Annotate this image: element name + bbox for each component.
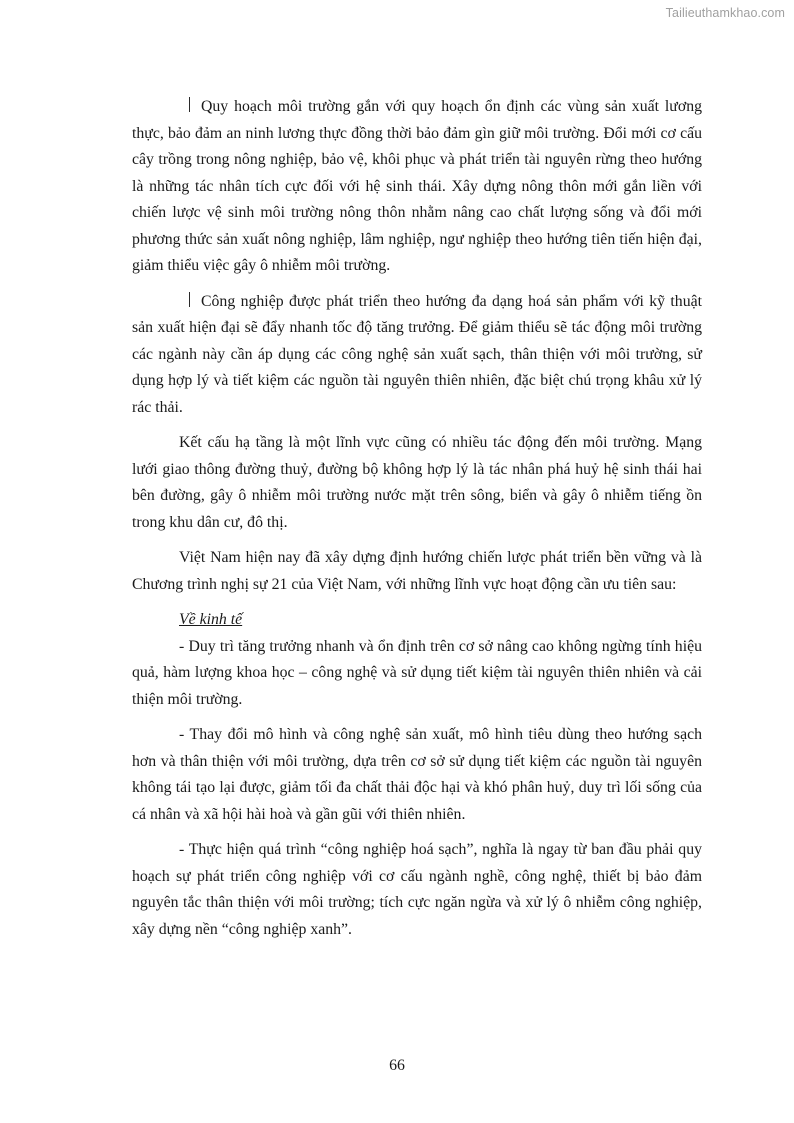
paragraph-infrastructure: Kết cấu hạ tầng là một lĩnh vực cũng có nhiều tác động đến môi trường. Mạng lưới giao thông đường thuỷ, đường bộ không hợp lý là tác nhân phá huỷ hệ sinh thái hai bên đường, gây ô nhiễm môi trường nước mặt trên sông, biển và gây ô nhiễm tiếng ồn trong khu dân cư, đô thị. bbox=[132, 434, 702, 531]
list-item: - Thực hiện quá trình “công nghiệp hoá sạch”, nghĩa là ngay từ ban đầu phải quy hoạch sự phát triển công nghiệp với cơ cấu ngành nghề, công nghệ, thiết bị bảo đảm nguyên tắc thân thiện với môi trường; tích cực ngăn ngừa và xử lý ô nhiễm công nghiệp, xây dựng nền “công nghiệp xanh”. bbox=[132, 841, 702, 938]
list-item: - Thay đổi mô hình và công nghệ sản xuất, mô hình tiêu dùng theo hướng sạch hơn và thân thiện với môi trường, dựa trên cơ sở sử dụng tiết kiệm các nguồn tài nguyên không tái tạo lại được, giảm tối đa chất thải độc hại và khó phân huỷ, duy trì lối sống của cá nhân và xã hội hài hoà và gần gũi với thiên nhiên. bbox=[132, 726, 702, 823]
bullet-marker-icon bbox=[189, 292, 190, 307]
paragraph-strategy: Việt Nam hiện nay đã xây dựng định hướng chiến lược phát triển bền vững và là Chương trình nghị sự 21 của Việt Nam, với những lĩnh vực hoạt động cần ưu tiên sau: bbox=[132, 549, 702, 593]
list-item: - Duy trì tăng trưởng nhanh và ổn định trên cơ sở nâng cao không ngừng tính hiệu quả, hàm lượng khoa học – công nghệ và sử dụng tiết kiệm tài nguyên thiên nhiên và cải thiện môi trường. bbox=[132, 637, 702, 708]
page-body bbox=[132, 94, 702, 943]
bullet-marker-icon bbox=[189, 97, 190, 112]
page-number: 66 bbox=[389, 1057, 405, 1074]
watermark: Tailieuthamkhao.com bbox=[665, 6, 785, 20]
section-heading: Về kinh tế bbox=[179, 611, 243, 628]
paragraph-text: Công nghiệp được phát triển theo hướng đa dạng hoá sản phẩm với kỹ thuật sản xuất hiện đại sẽ đẩy nhanh tốc độ tăng trưởng. Để giảm thiểu sẽ tác động môi trường các ngành này cần áp dụng các công nghệ sản xuất sạch, thân thiện với môi trường, sử dụng hợp lý và tiết kiệm các nguồn tài nguyên thiên nhiên, đặc biệt chú trọng khâu xử lý rác thải. bbox=[132, 292, 702, 416]
paragraph-industry bbox=[132, 289, 702, 422]
paragraph-agriculture bbox=[132, 94, 702, 280]
paragraph-text: Quy hoạch môi trường gắn với quy hoạch ổn định các vùng sản xuất lương thực, bảo đảm an ninh lương thực đồng thời bảo đảm gìn giữ môi trường. Đổi mới cơ cấu cây trồng trong nông nghiệp, bảo vệ, khôi phục và phát triển tài nguyên rừng theo hướng là những tác nhân tích cực đối với hệ sinh thái. Xây dựng nông thôn mới gắn liền với chiến lược vệ sinh môi trường nông thôn nhằm nâng cao chất lượng sống và đổi mới phương thức sản xuất nông nghiệp, lâm nghiệp, ngư nghiệp theo hướng tiên tiến hiện đại, giảm thiểu việc gây ô nhiễm môi trường. bbox=[132, 98, 702, 274]
